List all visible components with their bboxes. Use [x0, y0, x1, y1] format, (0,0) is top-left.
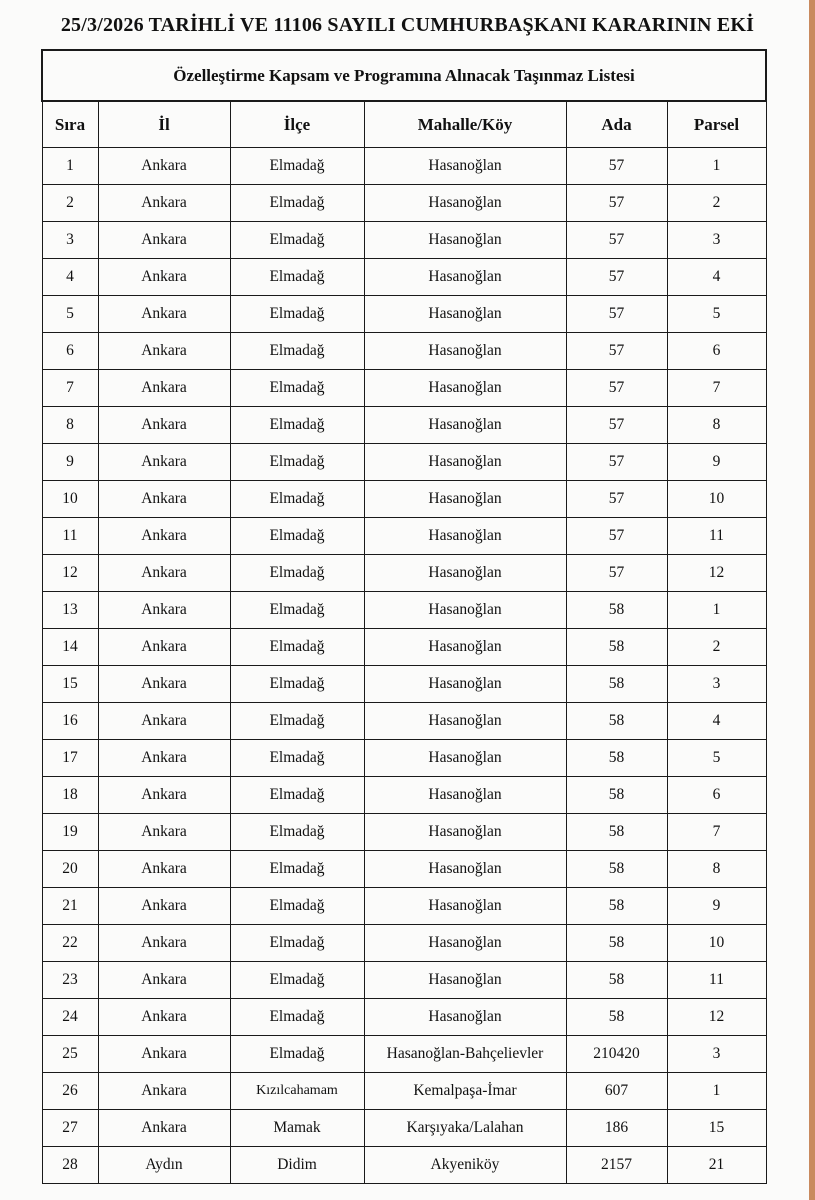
table-row	[42, 222, 766, 259]
cell-mahalle-koy: Hasanoğlan	[364, 814, 566, 851]
cell-sira: 15	[42, 666, 98, 703]
cell-sira: 17	[42, 740, 98, 777]
cell-ilce: Elmadağ	[230, 1036, 364, 1073]
cell-ilce: Elmadağ	[230, 481, 364, 518]
cell-ilce: Kızılcahamam	[230, 1073, 364, 1110]
table-row	[42, 296, 766, 333]
cell-mahalle-koy: Hasanoğlan	[364, 259, 566, 296]
cell-parsel: 7	[667, 370, 766, 407]
table-row	[42, 555, 766, 592]
cell-mahalle-koy: Hasanoğlan	[364, 592, 566, 629]
cell-il: Ankara	[98, 518, 230, 555]
table-row	[42, 407, 766, 444]
cell-sira: 21	[42, 888, 98, 925]
cell-parsel: 2	[667, 629, 766, 666]
cell-ada: 57	[566, 444, 667, 481]
table-body	[42, 148, 766, 1184]
cell-parsel: 9	[667, 444, 766, 481]
cell-ada: 58	[566, 888, 667, 925]
cell-sira: 7	[42, 370, 98, 407]
table-row	[42, 777, 766, 814]
cell-ilce: Elmadağ	[230, 259, 364, 296]
cell-mahalle-koy: Hasanoğlan	[364, 407, 566, 444]
cell-sira: 5	[42, 296, 98, 333]
cell-parsel: 1	[667, 592, 766, 629]
cell-parsel: 5	[667, 740, 766, 777]
cell-sira: 20	[42, 851, 98, 888]
page-edge	[809, 0, 815, 1200]
cell-sira: 12	[42, 555, 98, 592]
table-row	[42, 740, 766, 777]
cell-il: Ankara	[98, 259, 230, 296]
table-row	[42, 999, 766, 1036]
cell-il: Ankara	[98, 1073, 230, 1110]
cell-ilce: Elmadağ	[230, 222, 364, 259]
cell-ada: 2157	[566, 1147, 667, 1184]
cell-parsel: 4	[667, 259, 766, 296]
cell-parsel: 3	[667, 666, 766, 703]
cell-mahalle-koy: Hasanoğlan	[364, 185, 566, 222]
cell-parsel: 12	[667, 555, 766, 592]
cell-ada: 58	[566, 962, 667, 999]
cell-mahalle-koy: Hasanoğlan-Bahçelievler	[364, 1036, 566, 1073]
cell-sira: 3	[42, 222, 98, 259]
cell-il: Ankara	[98, 296, 230, 333]
cell-ilce: Elmadağ	[230, 999, 364, 1036]
cell-sira: 24	[42, 999, 98, 1036]
cell-parsel: 8	[667, 851, 766, 888]
cell-mahalle-koy: Hasanoğlan	[364, 444, 566, 481]
table-header-row	[42, 101, 766, 148]
cell-sira: 1	[42, 148, 98, 185]
cell-ada: 57	[566, 518, 667, 555]
cell-il: Ankara	[98, 851, 230, 888]
cell-mahalle-koy: Hasanoğlan	[364, 629, 566, 666]
cell-ada: 210420	[566, 1036, 667, 1073]
cell-ada: 58	[566, 814, 667, 851]
cell-mahalle-koy: Hasanoğlan	[364, 666, 566, 703]
cell-ada: 57	[566, 407, 667, 444]
property-list-table	[41, 49, 767, 1184]
cell-parsel: 11	[667, 518, 766, 555]
cell-sira: 25	[42, 1036, 98, 1073]
table-row	[42, 666, 766, 703]
cell-sira: 9	[42, 444, 98, 481]
cell-ilce: Elmadağ	[230, 148, 364, 185]
cell-ada: 57	[566, 148, 667, 185]
table-row	[42, 1147, 766, 1184]
cell-il: Ankara	[98, 592, 230, 629]
cell-parsel: 9	[667, 888, 766, 925]
cell-parsel: 6	[667, 777, 766, 814]
cell-parsel: 7	[667, 814, 766, 851]
cell-ada: 58	[566, 666, 667, 703]
cell-mahalle-koy: Hasanoğlan	[364, 925, 566, 962]
cell-parsel: 11	[667, 962, 766, 999]
table-row	[42, 333, 766, 370]
cell-mahalle-koy: Hasanoğlan	[364, 296, 566, 333]
cell-sira: 14	[42, 629, 98, 666]
cell-mahalle-koy: Hasanoğlan	[364, 555, 566, 592]
cell-mahalle-koy: Karşıyaka/Lalahan	[364, 1110, 566, 1147]
cell-mahalle-koy: Hasanoğlan	[364, 703, 566, 740]
cell-ilce: Mamak	[230, 1110, 364, 1147]
cell-il: Ankara	[98, 481, 230, 518]
cell-sira: 13	[42, 592, 98, 629]
table-row	[42, 888, 766, 925]
table-caption: Özelleştirme Kapsam ve Programına Alınacak Taşınmaz Listesi	[42, 50, 766, 101]
cell-ada: 58	[566, 925, 667, 962]
cell-ilce: Elmadağ	[230, 296, 364, 333]
table-row	[42, 1073, 766, 1110]
cell-ilce: Elmadağ	[230, 666, 364, 703]
cell-ada: 58	[566, 851, 667, 888]
cell-il: Ankara	[98, 666, 230, 703]
cell-il: Ankara	[98, 222, 230, 259]
cell-ada: 58	[566, 999, 667, 1036]
cell-il: Ankara	[98, 777, 230, 814]
cell-il: Ankara	[98, 814, 230, 851]
column-header-il: İl	[98, 101, 230, 148]
cell-il: Ankara	[98, 185, 230, 222]
cell-mahalle-koy: Hasanoğlan	[364, 999, 566, 1036]
cell-ilce: Elmadağ	[230, 629, 364, 666]
cell-ada: 57	[566, 481, 667, 518]
table-row	[42, 185, 766, 222]
cell-parsel: 10	[667, 481, 766, 518]
cell-mahalle-koy: Kemalpaşa-İmar	[364, 1073, 566, 1110]
cell-il: Ankara	[98, 925, 230, 962]
cell-sira: 27	[42, 1110, 98, 1147]
cell-ada: 57	[566, 185, 667, 222]
cell-sira: 19	[42, 814, 98, 851]
column-header-ilce: İlçe	[230, 101, 364, 148]
cell-ilce: Didim	[230, 1147, 364, 1184]
cell-ilce: Elmadağ	[230, 925, 364, 962]
cell-mahalle-koy: Hasanoğlan	[364, 851, 566, 888]
cell-ilce: Elmadağ	[230, 518, 364, 555]
cell-il: Ankara	[98, 1036, 230, 1073]
table-row	[42, 703, 766, 740]
cell-ada: 57	[566, 333, 667, 370]
cell-ada: 186	[566, 1110, 667, 1147]
cell-sira: 28	[42, 1147, 98, 1184]
cell-ilce: Elmadağ	[230, 407, 364, 444]
cell-parsel: 1	[667, 148, 766, 185]
cell-il: Ankara	[98, 999, 230, 1036]
cell-mahalle-koy: Hasanoğlan	[364, 148, 566, 185]
cell-mahalle-koy: Hasanoğlan	[364, 888, 566, 925]
cell-parsel: 15	[667, 1110, 766, 1147]
cell-il: Ankara	[98, 407, 230, 444]
cell-ada: 58	[566, 740, 667, 777]
cell-il: Ankara	[98, 444, 230, 481]
cell-ada: 58	[566, 592, 667, 629]
cell-ilce: Elmadağ	[230, 962, 364, 999]
cell-mahalle-koy: Hasanoğlan	[364, 777, 566, 814]
cell-sira: 23	[42, 962, 98, 999]
cell-ilce: Elmadağ	[230, 888, 364, 925]
table-row	[42, 962, 766, 999]
cell-ilce: Elmadağ	[230, 777, 364, 814]
cell-il: Ankara	[98, 629, 230, 666]
cell-ada: 57	[566, 370, 667, 407]
cell-ada: 57	[566, 259, 667, 296]
cell-il: Ankara	[98, 1110, 230, 1147]
cell-ada: 58	[566, 629, 667, 666]
cell-ada: 58	[566, 777, 667, 814]
cell-parsel: 21	[667, 1147, 766, 1184]
cell-parsel: 10	[667, 925, 766, 962]
cell-parsel: 1	[667, 1073, 766, 1110]
cell-parsel: 8	[667, 407, 766, 444]
cell-mahalle-koy: Akyeniköy	[364, 1147, 566, 1184]
cell-mahalle-koy: Hasanoğlan	[364, 481, 566, 518]
cell-sira: 11	[42, 518, 98, 555]
cell-ada: 57	[566, 222, 667, 259]
cell-mahalle-koy: Hasanoğlan	[364, 740, 566, 777]
column-header-parsel: Parsel	[667, 101, 766, 148]
cell-ada: 607	[566, 1073, 667, 1110]
cell-parsel: 5	[667, 296, 766, 333]
cell-sira: 16	[42, 703, 98, 740]
column-header-mahalle-koy: Mahalle/Köy	[364, 101, 566, 148]
cell-parsel: 3	[667, 222, 766, 259]
cell-parsel: 4	[667, 703, 766, 740]
cell-il: Ankara	[98, 555, 230, 592]
cell-parsel: 2	[667, 185, 766, 222]
column-header-ada: Ada	[566, 101, 667, 148]
cell-ada: 57	[566, 296, 667, 333]
cell-il: Ankara	[98, 333, 230, 370]
table-row	[42, 851, 766, 888]
cell-mahalle-koy: Hasanoğlan	[364, 370, 566, 407]
cell-ilce: Elmadağ	[230, 851, 364, 888]
document-title: 25/3/2026 TARİHLİ VE 11106 SAYILI CUMHURBAŞKANI KARARININ EKİ	[60, 14, 755, 36]
table-row	[42, 481, 766, 518]
table-row	[42, 259, 766, 296]
table-row	[42, 925, 766, 962]
table-row	[42, 370, 766, 407]
table-row	[42, 518, 766, 555]
table-row	[42, 814, 766, 851]
table-row	[42, 444, 766, 481]
cell-ilce: Elmadağ	[230, 370, 364, 407]
cell-parsel: 3	[667, 1036, 766, 1073]
cell-ilce: Elmadağ	[230, 814, 364, 851]
cell-sira: 22	[42, 925, 98, 962]
table-row	[42, 1036, 766, 1073]
table-row	[42, 592, 766, 629]
cell-sira: 2	[42, 185, 98, 222]
cell-il: Ankara	[98, 962, 230, 999]
cell-mahalle-koy: Hasanoğlan	[364, 962, 566, 999]
cell-sira: 26	[42, 1073, 98, 1110]
cell-parsel: 6	[667, 333, 766, 370]
cell-sira: 6	[42, 333, 98, 370]
cell-mahalle-koy: Hasanoğlan	[364, 333, 566, 370]
table-row	[42, 148, 766, 185]
cell-mahalle-koy: Hasanoğlan	[364, 222, 566, 259]
cell-mahalle-koy: Hasanoğlan	[364, 518, 566, 555]
cell-il: Ankara	[98, 370, 230, 407]
cell-il: Aydın	[98, 1147, 230, 1184]
cell-ilce: Elmadağ	[230, 444, 364, 481]
table-row	[42, 629, 766, 666]
cell-il: Ankara	[98, 703, 230, 740]
cell-sira: 4	[42, 259, 98, 296]
cell-ada: 58	[566, 703, 667, 740]
column-header-sira: Sıra	[42, 101, 98, 148]
cell-ilce: Elmadağ	[230, 703, 364, 740]
cell-sira: 8	[42, 407, 98, 444]
table-caption-row	[42, 50, 766, 101]
cell-ilce: Elmadağ	[230, 592, 364, 629]
cell-ilce: Elmadağ	[230, 333, 364, 370]
cell-ada: 57	[566, 555, 667, 592]
cell-ilce: Elmadağ	[230, 555, 364, 592]
cell-il: Ankara	[98, 148, 230, 185]
cell-il: Ankara	[98, 888, 230, 925]
table-row	[42, 1110, 766, 1147]
cell-sira: 18	[42, 777, 98, 814]
cell-il: Ankara	[98, 740, 230, 777]
cell-parsel: 12	[667, 999, 766, 1036]
cell-sira: 10	[42, 481, 98, 518]
cell-ilce: Elmadağ	[230, 185, 364, 222]
cell-ilce: Elmadağ	[230, 740, 364, 777]
